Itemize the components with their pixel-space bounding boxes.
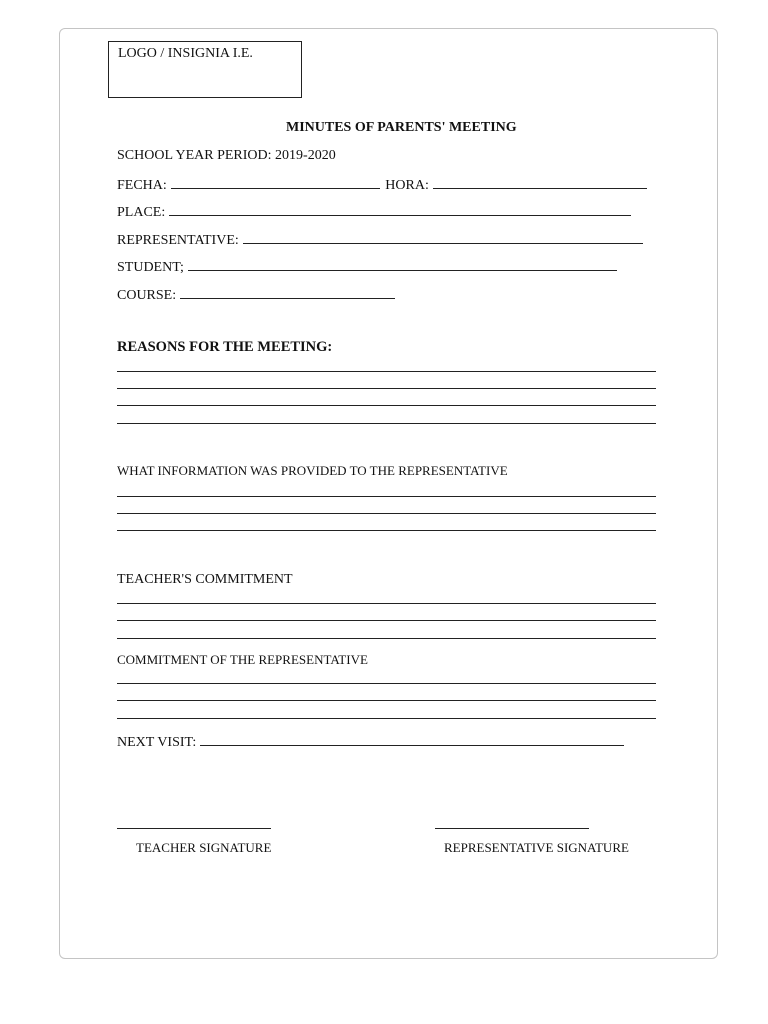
student-blank[interactable]	[188, 257, 617, 271]
reasons-line[interactable]	[117, 405, 656, 406]
teacher-commitment-heading: TEACHER'S COMMITMENT	[117, 572, 293, 587]
representative-commitment-line[interactable]	[117, 700, 656, 701]
place-label: PLACE:	[117, 205, 166, 220]
date-time-field	[117, 175, 647, 194]
next-visit-field	[117, 732, 624, 751]
teacher-signature-label: TEACHER SIGNATURE	[136, 840, 272, 855]
teacher-commitment-line[interactable]	[117, 620, 656, 621]
representative-field	[117, 230, 643, 249]
information-line[interactable]	[117, 530, 656, 531]
teacher-commitment-line[interactable]	[117, 603, 656, 604]
next-visit-blank[interactable]	[200, 732, 624, 746]
course-field	[117, 285, 395, 304]
fecha-label: FECHA:	[117, 178, 167, 193]
representative-blank[interactable]	[243, 230, 643, 244]
representative-commitment-heading: COMMITMENT OF THE REPRESENTATIVE	[117, 652, 368, 667]
information-line[interactable]	[117, 513, 656, 514]
course-blank[interactable]	[180, 285, 395, 299]
representative-commitment-line[interactable]	[117, 683, 656, 684]
teacher-commitment-line[interactable]	[117, 638, 656, 639]
place-field	[117, 202, 631, 221]
school-year-label: SCHOOL YEAR PERIOD: 2019-2020	[117, 148, 336, 163]
representative-commitment-line[interactable]	[117, 718, 656, 719]
logo-placeholder-label: LOGO / INSIGNIA I.E.	[118, 46, 253, 61]
information-line[interactable]	[117, 496, 656, 497]
document-title: MINUTES OF PARENTS' MEETING	[286, 120, 517, 135]
reasons-line[interactable]	[117, 423, 656, 424]
document-page	[59, 28, 718, 959]
course-label: COURSE:	[117, 288, 177, 303]
next-visit-label: NEXT VISIT:	[117, 735, 197, 750]
teacher-signature-line[interactable]	[117, 828, 271, 829]
student-field	[117, 257, 617, 276]
reasons-heading: REASONS FOR THE MEETING:	[117, 339, 333, 355]
hora-blank[interactable]	[433, 175, 647, 189]
information-heading: WHAT INFORMATION WAS PROVIDED TO THE REPRESENTATIVE	[117, 463, 508, 478]
representative-signature-line[interactable]	[435, 828, 589, 829]
hora-label: HORA:	[385, 178, 429, 193]
reasons-line[interactable]	[117, 388, 656, 389]
student-label: STUDENT;	[117, 260, 184, 275]
representative-signature-label: REPRESENTATIVE SIGNATURE	[444, 840, 629, 855]
fecha-blank[interactable]	[171, 175, 380, 189]
reasons-line[interactable]	[117, 371, 656, 372]
school-year-field	[117, 148, 336, 164]
representative-label: REPRESENTATIVE:	[117, 233, 239, 248]
place-blank[interactable]	[169, 202, 631, 216]
